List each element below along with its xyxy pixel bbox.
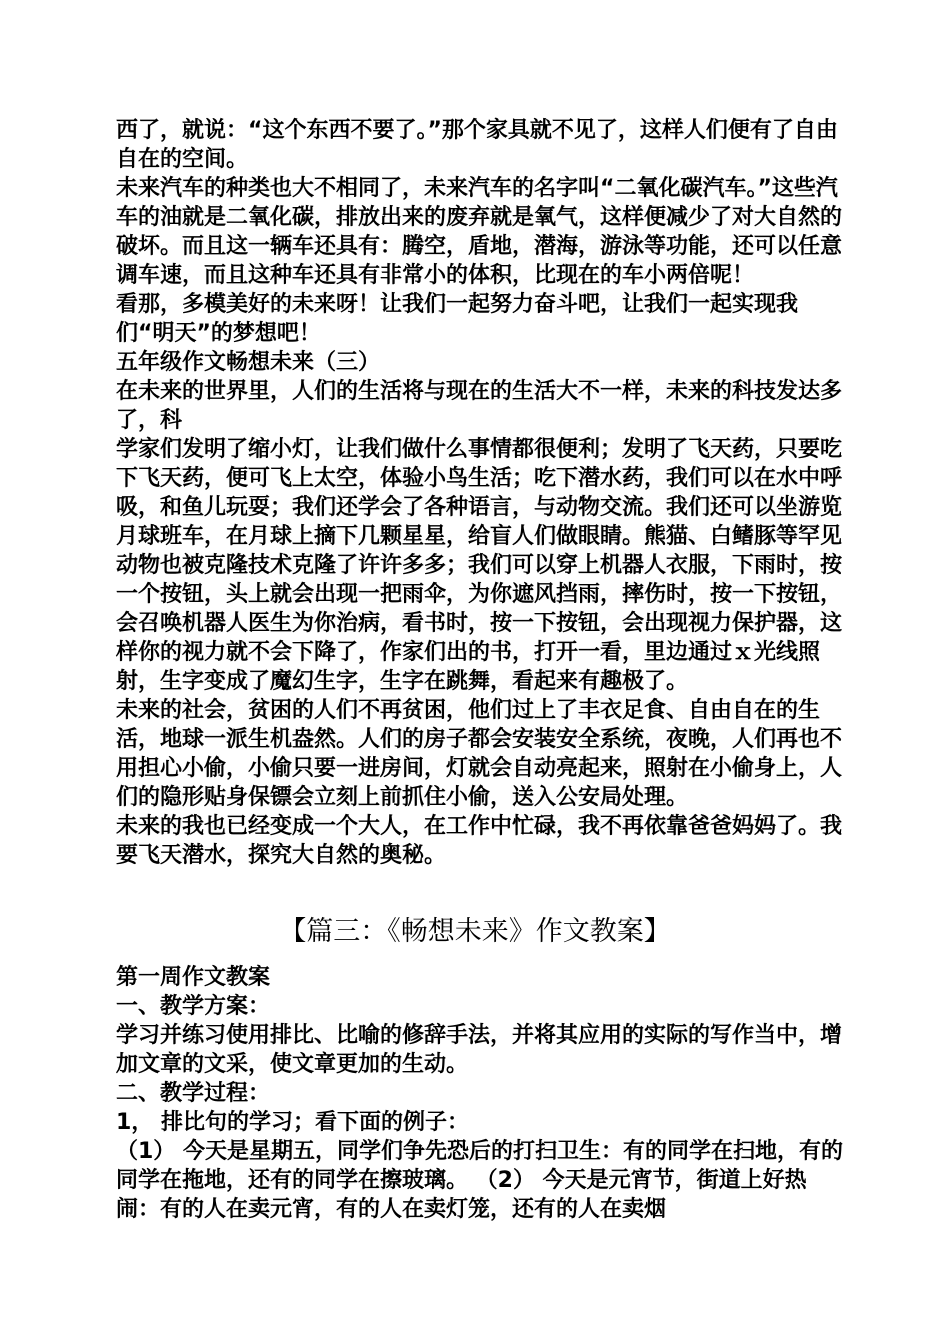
paragraph-future-cars: 未来汽车的种类也大不相同了，未来汽车的名字叫“二氧化碳汽车。”这些汽车的油就是二氧化碳，排放出来的废弃就是氧气，这样便减少了对大自然的破坏。而且这一辆车还具有：腾空，盾地，潜海，游泳等功能，还可以任意调车速，而且这种车还具有非常小的体积，比现在的车小两倍呢！ — [116, 176, 843, 288]
essay-subtitle: 五年级作文畅想未来（三） — [116, 350, 381, 375]
lesson-week-title: 第一周作文教案 — [116, 965, 271, 990]
paragraph-furniture-end: 西了，就说：“这个东西不要了。”那个家具就不见了，这样人们便有了自由自在的空间。 — [116, 118, 838, 172]
essay-body — [116, 116, 846, 870]
paragraph-dream-call: 看那，多模美好的未来呀！让我们一起努力奋斗吧，让我们一起实现我们“明天”的梦想吧！ — [116, 292, 799, 346]
section-title: 【篇三：《畅想未来》作文教案】 — [279, 916, 671, 947]
lesson-step-parallelism: 1， 排比句的学习；看下面的例子： — [116, 1110, 469, 1135]
lesson-plan-body — [116, 963, 846, 1224]
lesson-examples: （1） 今天是星期五，同学们争先恐后的打扫卫生：有的同学在扫地，有的同学在拖地，还有的同学在擦玻璃。 （2） 今天是元宵节，街道上好热闹：有的人在卖元宵，有的人在卖灯笼，还有的人在卖烟 — [116, 1139, 843, 1222]
lesson-heading-process: 二、教学过程： — [116, 1081, 271, 1106]
lesson-heading-plan: 一、教学方案： — [116, 994, 271, 1019]
paragraph-future-world-intro: 在未来的世界里，人们的生活将与现在的生活大不一样，未来的科技发达多了，科 — [116, 379, 843, 433]
paragraph-inventions: 学家们发明了缩小灯，让我们做什么事情都很便利；发明了飞天药，只要吃下飞天药，便可飞上太空，体验小鸟生活；吃下潜水药，我们可以在水中呼吸，和鱼儿玩耍；我们还学会了各种语言，与动物交流。我们还可以坐游览月球班车，在月球上摘下几颗星星，给盲人们做眼睛。熊猫、白鳍豚等罕见动物也被克隆技术克隆了许许多多；我们可以穿上机器人衣服，下雨时，按一个按钮，头上就会出现一把雨伞，为你遮风挡雨，摔伤时，按一下按钮，会召唤机器人医生为你治病，看书时，按一下按钮，会出现视力保护器，这样你的视力就不会下降了，作家们出的书，打开一看，里边通过ｘ光线照射，生字变成了魔幻生字，生字在跳舞，看起来有趣极了。 — [116, 437, 843, 694]
paragraph-future-society: 未来的社会，贫困的人们不再贫困，他们过上了丰衣足食、自由自在的生活，地球一派生机盎然。人们的房子都会安装安全系统，夜晚，人们再也不用担心小偷，小偷只要一进房间，灯就会自动亮起来，照射在小偷身上，人们的隐形贴身保镖会立刻上前抓住小偷，送入公安局处理。 — [116, 698, 843, 810]
paragraph-future-me: 未来的我也已经变成一个大人，在工作中忙碌，我不再依靠爸爸妈妈了。我要飞天潜水，探究大自然的奥秘。 — [116, 814, 843, 868]
lesson-plan-text: 学习并练习使用排比、比喻的修辞手法，并将其应用的实际的写作当中，增加文章的文采，使文章更加的生动。 — [116, 1023, 843, 1077]
